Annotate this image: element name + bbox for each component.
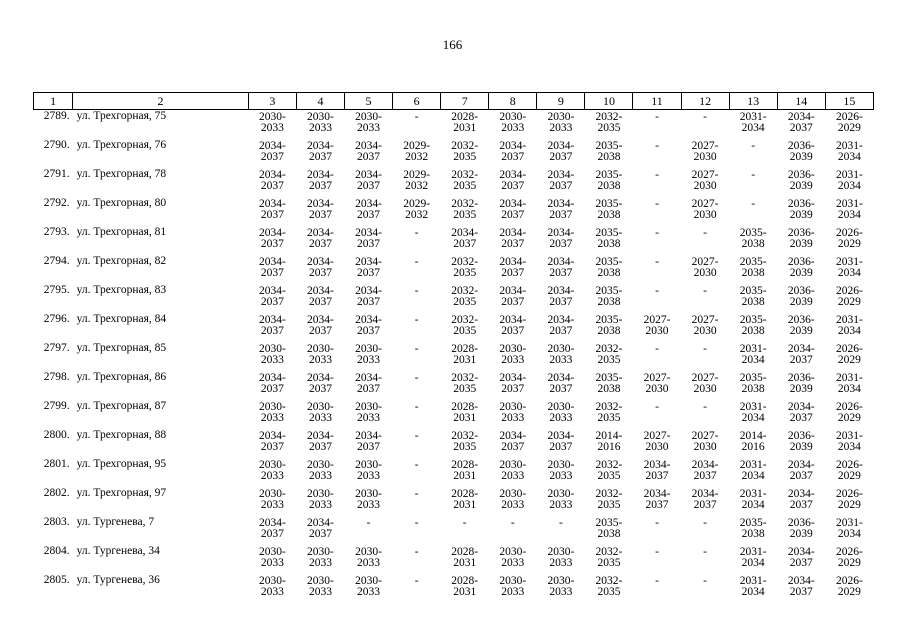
period-cell: - [655,401,659,413]
table-row [34,313,874,342]
period-cell: 2029- 2032 [403,169,431,192]
period-cell: 2027- 2030 [691,140,719,163]
period-cell: 2034- 2037 [547,372,575,395]
period-cell: 2035- 2038 [595,198,623,221]
period-cell: 2026- 2029 [835,401,863,424]
period-cell: 2030- 2033 [258,546,286,569]
period-cell: 2026- 2029 [835,111,863,134]
row-address: ул. Трехгорная, 82 [76,255,167,267]
row-number: 2797. [43,342,70,354]
period-cell: - [655,198,659,210]
period-cell: - [510,517,515,529]
row-address: ул. Тургенева, 7 [76,516,155,528]
table-row [34,458,874,487]
row-number: 2799. [43,400,70,412]
period-cell: - [558,517,563,529]
period-cell: 2036- 2039 [787,227,815,250]
period-cell: - [462,517,467,529]
period-cell: 2026- 2029 [835,546,863,569]
period-cell: 2034- 2037 [258,372,286,395]
period-cell: 2034- 2037 [547,169,575,192]
period-cell: 2030- 2033 [258,111,286,134]
period-cell: 2031- 2034 [835,372,863,395]
period-cell: 2035- 2038 [595,227,623,250]
period-cell: - [414,546,419,558]
row-address: ул. Трехгорная, 78 [76,168,167,180]
period-cell: 2034- 2037 [787,401,815,424]
period-cell: 2026- 2029 [835,227,863,250]
period-cell: 2035- 2038 [595,285,623,308]
period-cell: 2032- 2035 [451,314,479,337]
row-address: ул. Трехгорная, 88 [76,429,167,441]
period-cell: 2026- 2029 [835,575,863,598]
period-cell: - [655,256,659,268]
period-cell: 2032- 2035 [595,401,623,424]
period-cell: 2028- 2031 [451,343,479,366]
period-cell: 2032- 2035 [451,285,479,308]
period-cell: 2035- 2038 [595,314,623,337]
period-cell: 2030- 2033 [547,575,575,598]
period-cell: 2026- 2029 [835,488,863,511]
period-cell: 2034- 2037 [355,198,382,221]
period-cell: - [414,459,419,471]
period-cell: 2030- 2033 [307,111,334,134]
period-cell: 2034- 2037 [258,517,286,540]
period-cell: - [414,575,419,587]
period-cell: 2034- 2037 [691,459,719,482]
period-cell: 2032- 2035 [451,256,479,279]
period-cell: 2031- 2034 [835,198,863,221]
period-cell: 2031- 2034 [835,430,863,453]
period-cell: 2034- 2037 [499,430,527,453]
period-cell: 2030- 2033 [499,401,527,424]
period-cell: 2032- 2035 [451,198,479,221]
row-number: 2798. [43,371,70,383]
table-header [34,93,874,110]
period-cell: 2034- 2037 [643,459,671,482]
table-row [34,400,874,429]
table-row [34,574,874,603]
period-cell: 2034- 2037 [258,227,286,250]
period-cell: 2034- 2037 [258,285,286,308]
period-cell: 2030- 2033 [547,111,575,134]
period-cell: 2034- 2037 [499,198,527,221]
period-cell: 2030- 2033 [547,401,575,424]
period-cell: 2031- 2034 [739,111,767,134]
period-cell: 2030- 2033 [355,546,382,569]
period-cell: 2034- 2037 [787,111,815,134]
row-address: ул. Трехгорная, 84 [76,313,167,325]
period-cell: 2036- 2039 [787,169,815,192]
column-header-13: 13 [729,93,777,110]
table-row [34,545,874,574]
period-cell: - [703,401,708,413]
period-cell: 2034- 2037 [547,140,575,163]
period-cell: 2026- 2029 [835,285,863,308]
period-cell: 2034- 2037 [307,227,334,250]
period-cell: 2034- 2037 [691,488,719,511]
period-cell: 2030- 2033 [307,575,334,598]
period-cell: - [655,227,659,239]
period-cell: 2034- 2037 [307,256,334,279]
row-address: ул. Трехгорная, 97 [76,487,167,499]
page-number: 166 [442,37,463,52]
period-cell: 2034- 2037 [499,372,527,395]
column-header-1: 1 [34,93,73,110]
table-row [34,429,874,458]
period-cell: - [414,111,419,123]
period-cell: 2030- 2033 [258,401,286,424]
period-cell: 2028- 2031 [451,459,479,482]
table-row [34,139,874,168]
period-cell: 2034- 2037 [643,488,671,511]
period-cell: 2028- 2031 [451,111,479,134]
period-cell: 2031- 2034 [739,488,767,511]
column-header-15: 15 [825,93,873,110]
period-cell: 2028- 2031 [451,546,479,569]
period-cell: 2030- 2033 [355,343,382,366]
period-cell: 2031- 2034 [739,343,767,366]
period-cell: - [655,169,659,181]
period-cell: 2030- 2033 [258,488,286,511]
period-cell: 2031- 2034 [835,169,863,192]
row-number: 2793. [43,226,70,238]
period-cell: 2034- 2037 [307,517,334,540]
period-cell: 2034- 2037 [787,546,815,569]
period-cell: 2034- 2037 [258,256,286,279]
table-row [34,342,874,371]
row-number: 2791. [43,168,70,180]
period-cell: 2035- 2038 [739,227,767,250]
row-number: 2795. [43,284,70,296]
table-row [34,487,874,516]
period-cell: - [703,285,708,297]
period-cell: 2030- 2033 [547,343,575,366]
period-cell: 2028- 2031 [451,488,479,511]
row-address: ул. Трехгорная, 85 [76,342,167,354]
period-cell: 2030- 2033 [547,546,575,569]
period-cell: 2030- 2033 [307,546,334,569]
row-number: 2805. [43,574,70,586]
period-cell: - [655,285,659,297]
period-cell: 2035- 2038 [739,314,767,337]
column-header-10: 10 [585,93,633,110]
table-row [34,371,874,400]
period-cell: 2027- 2030 [643,314,671,337]
period-cell: 2030- 2033 [258,575,286,598]
period-cell: - [703,111,708,123]
period-cell: 2030- 2033 [499,111,527,134]
period-cell: 2030- 2033 [307,488,334,511]
period-cell: 2028- 2031 [451,575,479,598]
period-cell: 2035- 2038 [595,517,623,540]
period-cell: 2032- 2035 [451,372,479,395]
period-cell: 2028- 2031 [451,401,479,424]
period-cell: 2029- 2032 [403,140,431,163]
period-cell: 2034- 2037 [499,256,527,279]
period-cell: 2035- 2038 [739,372,767,395]
period-cell: 2030- 2033 [547,488,575,511]
period-cell: - [414,372,419,384]
period-cell: 2034- 2037 [787,575,815,598]
table-row [34,255,874,284]
period-cell: - [655,140,659,152]
period-cell: 2032- 2035 [595,343,623,366]
period-cell: 2034- 2037 [547,227,575,250]
period-cell: 2034- 2037 [258,140,286,163]
period-cell: - [703,227,708,239]
period-cell: 2034- 2037 [355,372,382,395]
period-cell: 2030- 2033 [499,343,527,366]
period-cell: 2032- 2035 [595,459,623,482]
period-cell: 2034- 2037 [258,430,286,453]
row-address: ул. Трехгорная, 76 [76,139,167,151]
period-cell: - [414,401,419,413]
period-cell: 2030- 2033 [307,459,334,482]
column-header-6: 6 [393,93,441,110]
column-header-12: 12 [681,93,729,110]
period-cell: 2034- 2037 [787,343,815,366]
period-cell: 2035- 2038 [739,517,767,540]
period-cell: 2036- 2039 [787,517,815,540]
table-row [34,226,874,255]
row-address: ул. Тургенева, 34 [76,545,160,557]
period-cell: 2030- 2033 [499,575,527,598]
period-cell: 2034- 2037 [355,227,382,250]
period-cell: - [751,140,756,152]
row-address: ул. Трехгорная, 83 [76,284,167,296]
row-number: 2796. [43,313,70,325]
period-cell: - [655,343,659,355]
period-cell: 2027- 2030 [691,169,719,192]
period-cell: 2036- 2039 [787,314,815,337]
period-cell: 2027- 2030 [643,430,671,453]
column-header-4: 4 [296,93,344,110]
period-cell: 2014- 2016 [739,430,767,453]
row-address: ул. Трехгорная, 86 [76,371,167,383]
period-cell: 2032- 2035 [595,111,623,134]
column-header-7: 7 [441,93,489,110]
period-cell: 2030- 2033 [355,575,382,598]
period-cell: - [655,546,659,558]
period-cell: 2034- 2037 [355,256,382,279]
period-cell: 2034- 2037 [499,285,527,308]
period-cell: 2036- 2039 [787,198,815,221]
row-address: ул. Тургенева, 36 [76,574,160,586]
period-cell: 2030- 2033 [499,488,527,511]
period-cell: 2034- 2037 [787,459,815,482]
period-cell: - [655,111,659,123]
column-header-14: 14 [777,93,825,110]
row-number: 2802. [43,487,70,499]
period-cell: 2014- 2016 [595,430,623,453]
period-cell: - [703,575,708,587]
row-number: 2800. [43,429,70,441]
period-cell: 2030- 2033 [307,401,334,424]
period-cell: 2032- 2035 [595,488,623,511]
period-cell: 2036- 2039 [787,256,815,279]
period-cell: 2030- 2033 [307,343,334,366]
period-cell: 2035- 2038 [595,140,623,163]
period-cell: 2032- 2035 [451,140,479,163]
table-row [34,516,874,545]
period-cell: - [655,575,659,587]
period-cell: 2030- 2033 [547,459,575,482]
period-cell: 2031- 2034 [739,546,767,569]
period-cell: 2034- 2037 [499,314,527,337]
period-cell: 2031- 2034 [835,140,863,163]
period-cell: - [703,546,708,558]
period-cell: 2035- 2038 [595,256,623,279]
row-number: 2790. [43,139,70,151]
period-cell: 2027- 2030 [691,430,719,453]
row-number: 2804. [43,545,70,557]
row-address: ул. Трехгорная, 75 [76,110,167,122]
period-cell: - [414,227,419,239]
period-cell: 2034- 2037 [307,169,334,192]
period-cell: 2034- 2037 [547,256,575,279]
period-cell: 2031- 2034 [835,517,863,540]
period-cell: 2031- 2034 [739,401,767,424]
period-cell: - [655,517,659,529]
period-cell: 2034- 2037 [355,314,382,337]
row-address: ул. Трехгорная, 87 [76,400,167,412]
period-cell: 2036- 2039 [787,372,815,395]
period-cell: 2032- 2035 [451,169,479,192]
period-cell: 2034- 2037 [258,314,286,337]
period-cell: 2035- 2038 [595,372,623,395]
period-cell: 2031- 2034 [739,459,767,482]
period-cell: - [414,256,419,268]
period-cell: - [414,430,419,442]
period-cell: - [366,517,371,529]
period-cell: 2034- 2037 [307,372,334,395]
row-address: ул. Трехгорная, 95 [76,458,167,470]
period-cell: - [751,198,756,210]
period-cell: 2030- 2033 [355,111,382,134]
column-header-11: 11 [633,93,681,110]
period-cell: 2034- 2037 [355,140,382,163]
period-cell: 2034- 2037 [355,285,382,308]
row-number: 2794. [43,255,70,267]
period-cell: - [414,488,419,500]
period-cell: - [414,314,419,326]
period-cell: - [414,343,419,355]
period-cell: - [703,517,708,529]
period-cell: - [703,343,708,355]
period-cell: 2031- 2034 [835,256,863,279]
period-cell: - [751,169,756,181]
period-cell: 2034- 2037 [307,285,334,308]
column-header-2: 2 [73,93,249,110]
period-cell: 2034- 2037 [355,169,382,192]
period-cell: 2034- 2037 [547,285,575,308]
period-cell: 2030- 2033 [355,459,382,482]
period-cell: 2036- 2039 [787,285,815,308]
period-cell: 2030- 2033 [258,343,286,366]
period-cell: 2034- 2037 [787,488,815,511]
period-cell: 2026- 2029 [835,459,863,482]
column-header-9: 9 [537,93,585,110]
period-cell: 2027- 2030 [691,256,719,279]
period-cell: 2036- 2039 [787,430,815,453]
period-cell: 2034- 2037 [499,227,527,250]
period-cell: 2036- 2039 [787,140,815,163]
row-address: ул. Трехгорная, 80 [76,197,167,209]
period-cell: 2034- 2037 [547,314,575,337]
schedule-table [33,92,874,603]
period-cell: 2034- 2037 [258,169,286,192]
row-number: 2803. [43,516,70,528]
row-address: ул. Трехгорная, 81 [76,226,167,238]
table-row [34,110,874,140]
period-cell: 2027- 2030 [691,198,719,221]
period-cell: 2034- 2037 [451,227,479,250]
period-cell: 2034- 2037 [547,430,575,453]
period-cell: 2029- 2032 [403,198,431,221]
table-body [34,110,874,604]
period-cell: 2031- 2034 [739,575,767,598]
period-cell: - [414,285,419,297]
period-cell: 2034- 2037 [355,430,382,453]
period-cell: 2034- 2037 [499,169,527,192]
period-cell: 2032- 2035 [451,430,479,453]
period-cell: 2031- 2034 [835,314,863,337]
period-cell: 2026- 2029 [835,343,863,366]
period-cell: 2030- 2033 [499,546,527,569]
period-cell: 2027- 2030 [691,314,719,337]
period-cell: 2034- 2037 [307,314,334,337]
period-cell: 2035- 2038 [595,169,623,192]
table-row [34,168,874,197]
period-cell: 2030- 2033 [499,459,527,482]
period-cell: 2034- 2037 [307,198,334,221]
table-row [34,197,874,226]
period-cell: 2030- 2033 [355,401,382,424]
row-number: 2801. [43,458,70,470]
period-cell: 2030- 2033 [258,459,286,482]
period-cell: - [414,517,419,529]
period-cell: 2034- 2037 [547,198,575,221]
period-cell: 2034- 2037 [499,140,527,163]
header-row [34,93,874,110]
column-header-5: 5 [345,93,393,110]
period-cell: 2027- 2030 [643,372,671,395]
row-number: 2792. [43,197,70,209]
period-cell: 2034- 2037 [307,140,334,163]
table-row [34,284,874,313]
period-cell: 2030- 2033 [355,488,382,511]
period-cell: 2032- 2035 [595,546,623,569]
period-cell: 2034- 2037 [258,198,286,221]
column-header-3: 3 [248,93,296,110]
period-cell: 2035- 2038 [739,285,767,308]
period-cell: 2034- 2037 [307,430,334,453]
column-header-8: 8 [489,93,537,110]
period-cell: 2032- 2035 [595,575,623,598]
period-cell: 2035- 2038 [739,256,767,279]
period-cell: 2027- 2030 [691,372,719,395]
row-number: 2789. [43,110,70,122]
